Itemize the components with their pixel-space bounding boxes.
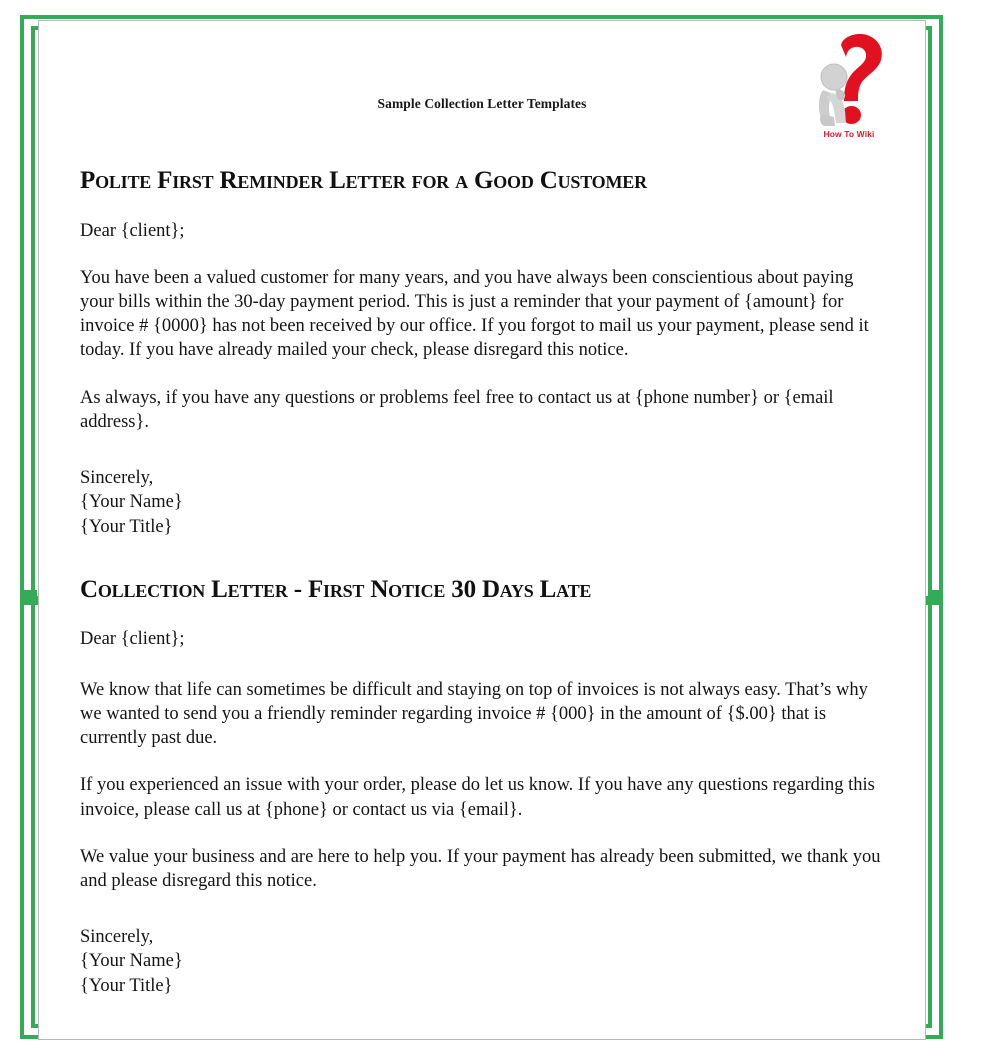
letter-1-signature-name: {Your Name} <box>80 492 183 513</box>
logo-caption: How To Wiki <box>823 129 875 139</box>
letter-2-signature-title: {Your Title} <box>80 975 173 996</box>
highlight-box-corner-notch-left <box>24 590 37 604</box>
letter-2-salutation: Dear {client}; <box>80 629 185 650</box>
letter-2-heading: Collection Letter - First Notice 30 Days Late <box>80 575 592 603</box>
highlight-box-corner-notch-right <box>928 590 942 604</box>
how-to-wiki-logo <box>813 31 887 139</box>
letter-1-salutation: Dear {client}; <box>80 220 185 241</box>
letter-2-signature-name: {Your Name} <box>80 951 183 972</box>
letter-1-heading: Polite First Reminder Letter for a Good Customer <box>80 167 647 194</box>
letter-1-paragraph-2: As always, if you have any questions or problems feel free to contact us at {phone number} or {email address}. <box>80 387 834 432</box>
letter-collection-first-notice <box>80 541 884 1000</box>
letter-1-signature-closing: Sincerely, <box>80 468 154 489</box>
letter-2-paragraph-2: If you experienced an issue with your order, please do let us know. If you have any questions regarding this invoice, please call us at {phone} or contact us via {email}. <box>80 775 875 820</box>
letter-2-signature-closing: Sincerely, <box>80 927 154 948</box>
letter-2-signature <box>80 925 884 998</box>
letter-1-signature <box>80 466 884 539</box>
letter-2-paragraph-1: We know that life can sometimes be difficult and staying on top of invoices is not always easy. That’s why we wanted to send you a friendly reminder regarding invoice # {000} in the amount of {$.00} that is currently past due. <box>80 679 868 749</box>
letter-2-paragraph-3: We value your business and are here to help you. If your payment has already been submitted, we thank you and please disregard this notice. <box>80 846 881 891</box>
document-title: Sample Collection Letter Templates <box>377 96 587 111</box>
letter-polite-first-reminder <box>80 117 884 541</box>
document-page <box>38 20 926 1040</box>
letter-1-paragraph-1: You have been a valued customer for many years, and you have always been conscientious about paying your bills within the 30-day payment period. This is just a reminder that your payment of {amount} for invoice # {0000} has not been received by our office. If you forgot to mail us your payment, please send it today. If you have already mailed your check, please disregard this notice. <box>80 267 869 361</box>
document-header <box>80 21 884 139</box>
question-mark-thinking-person-icon <box>813 31 887 129</box>
letter-1-signature-title: {Your Title} <box>80 516 173 537</box>
document-page-content <box>39 21 925 1039</box>
